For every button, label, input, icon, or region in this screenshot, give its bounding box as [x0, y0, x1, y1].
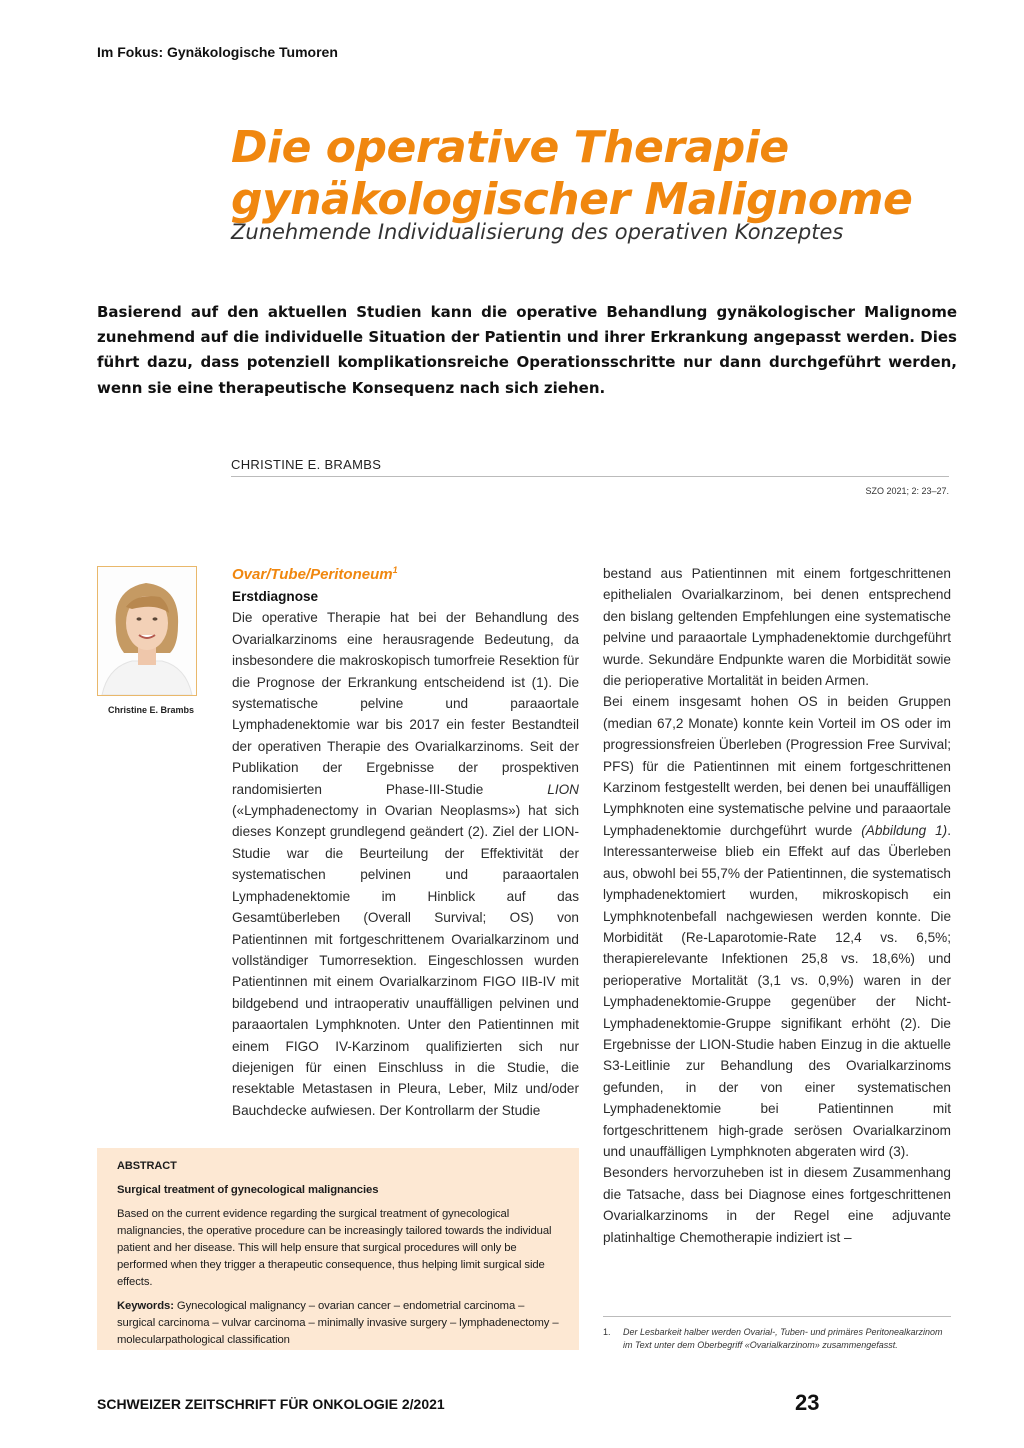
- page-number: 23: [795, 1390, 820, 1415]
- body-paragraph: [232, 607, 579, 1121]
- figure-reference: (Abbildung 1): [861, 822, 948, 838]
- section-heading: [232, 559, 579, 586]
- footnote-marker: 1: [392, 565, 398, 575]
- subheading: Erstdiagnose: [232, 589, 319, 604]
- body-text: («Lymphadenectomy in Ovarian Neoplasms») hat sich dieses Konzept grundlegend geändert (2). Ziel der LION-Studie war die Beurteilung der Effektivität der systematischen pelvinen und paraaortalen Lymphadenektomie im Hinblick auf das Gesamtüberleben (Overall Survival; OS) von Patientinnen mit fortgeschrittenem Ovarialkarzinom und vollständiger Tumorresektion. Eingeschlossen wurden Patientinnen mit einem Ovarialkarzinom FIGO IIB-IV mit bildgebend und intraoperativ unauffälligen pelvinen und paraaortalen Lymphknoten. Unter den Patientinnen mit einem FIGO IV-Karzinom qualifizierten sich nur diejenigen für einen Einschluss in die Studie, die resektable Metastasen in Pleura, Leber, Milz und/oder Bauchdecke aufwiesen. Der Kontrollarm der Studie: [232, 803, 579, 1118]
- author-photo: [97, 566, 197, 696]
- footer-journal-name: SCHWEIZER ZEITSCHRIFT FÜR ONKOLOGIE 2/2021: [97, 1396, 445, 1412]
- body-text: Bei einem insgesamt hohen OS in beiden Gruppen (median 67,2 Monate) konnte kein Vorteil im OS oder im progressionsfreien Überleben (Progression Free Survival; PFS) für die Patientinnen mit einem fortgeschrittenen Karzinom festgestellt werden, bei denen bei unauffälligen Lymphknoten eine systematische pelvine und paraaortale Lymphadenektomie durchgeführt wurde: [603, 694, 951, 838]
- author-name: CHRISTINE E. BRAMBS: [231, 457, 382, 472]
- body-column-left: [232, 559, 579, 1121]
- abstract-box: [97, 1148, 579, 1350]
- article-subtitle: Zunehmende Individualisierung des operativen Konzeptes: [231, 220, 844, 244]
- abstract-body: Based on the current evidence regarding the surgical treatment of gynecological malignancies, the operative procedure can be increasingly tailored towards the individual patient and her disease. This will help ensure that surgical procedures will only be performed when they trigger a therapeutic consequence, thus helping limit surgical side effects.: [117, 1208, 552, 1288]
- abstract-keywords: [117, 1298, 562, 1349]
- body-paragraph: Besonders hervorzuheben ist in diesem Zusammenhang die Tatsache, dass bei Diagnose eines fortgeschrittenen Ovarialkarzinoms in der Regel eine adjuvante platinhaltige Chemotherapie indiziert ist –: [603, 1165, 951, 1245]
- abstract-heading: ABSTRACT: [117, 1160, 177, 1172]
- footnote: [603, 1326, 953, 1352]
- abstract-subheading: Surgical treatment of gynecological malignancies: [117, 1184, 379, 1196]
- footnote-divider: [603, 1316, 951, 1317]
- keywords-text: Gynecological malignancy – ovarian cancer – endometrial carcinoma – surgical carcinoma – vulvar carcinoma – minimally invasive surgery – lymphadenectomy – molecularpathological classification: [117, 1300, 559, 1346]
- body-column-right: [603, 563, 951, 1248]
- article-title-line2: gynäkologischer Malignome: [231, 174, 913, 225]
- article-title-line1: Die operative Therapie: [231, 122, 789, 173]
- keywords-label: Keywords:: [117, 1300, 174, 1312]
- footnote-text: Der Lesbarkeit halber werden Ovarial-, Tuben- und primäres Peritonealkarzinom im Text unter dem Oberbegriff «Ovarialkarzinom» zusammengefasst.: [623, 1327, 943, 1350]
- body-paragraph: [603, 691, 951, 1162]
- body-text: Die operative Therapie hat bei der Behandlung des Ovarialkarzinoms eine herausragende Bedeutung, da insbesondere die makroskopisch tumorfreie Resektion für die Prognose der Erkrankung entscheidend ist (1). Die systematische pelvine und paraaortale Lymphadenektomie war bis 2017 ein fester Bestandteil der operativen Therapie des Ovarialkarzinoms. Seit der Publikation der Ergebnisse der prospektiven randomisierten Phase-III-Studie: [232, 610, 579, 797]
- divider: [231, 476, 949, 477]
- body-text: . Interessanterweise blieb ein Effekt auf das Überleben aus, obwohl bei 55,7% der Patientinnen, die systematisch lymphadenektomiert wurden, mikroskopisch ein Lymphknotenbefall nachgewiesen werden konnte. Die Morbidität (Re-Laparotomie-Rate 12,4 vs. 6,5%; therapierelevante Infektionen 25,8 vs. 18,6%) und perioperative Mortalität (3,1 vs. 0,9%) waren in der Lymphadenektomie-Gruppe gegenüber der Nicht-Lymphadenektomie-Gruppe signifikant erhöht (2). Die Ergebnisse der LION-Studie haben Einzug in die aktuelle S3-Leitlinie zur Behandlung des Ovarialkarzinoms gefunden, in der von einer systematischen Lymphadenektomie bei Patientinnen mit fortgeschrittenem high-grade serösen Ovarialkarzinom und unauffälligen Lymphknoten abgeraten wird (3).: [603, 822, 951, 1159]
- section-heading-text: Ovar/Tube/Peritoneum: [232, 566, 393, 583]
- body-paragraph: bestand aus Patientinnen mit einem fortgeschrittenen epithelialen Ovarialkarzinom, bei denen entsprechend den bislang geltenden Empfehlungen eine systematische pelvine und paraaortale Lymphadenektomie durchgeführt wurde. Sekundäre Endpunkte waren die Morbidität sowie die perioperative Mortalität in beiden Armen.: [603, 566, 951, 689]
- photo-caption: Christine E. Brambs: [107, 705, 195, 715]
- section-label: Im Fokus: Gynäkologische Tumoren: [97, 44, 338, 60]
- lead-paragraph: Basierend auf den aktuellen Studien kann die operative Behandlung gynäkologischer Malignome zunehmend auf die individuelle Situation der Patientin und ihrer Erkrankung angepasst werden. Dies führt dazu, dass potenziell komplikationsreiche Operationsschritte nur dann durchgeführt werden, wenn sie eine therapeutische Konsequenz nach sich ziehen.: [97, 303, 957, 397]
- citation: SZO 2021; 2: 23–27.: [865, 486, 949, 496]
- footnote-number: 1.: [603, 1327, 611, 1337]
- author-portrait-icon: [98, 567, 196, 695]
- article-title: [231, 122, 971, 226]
- study-name: LION: [547, 781, 579, 797]
